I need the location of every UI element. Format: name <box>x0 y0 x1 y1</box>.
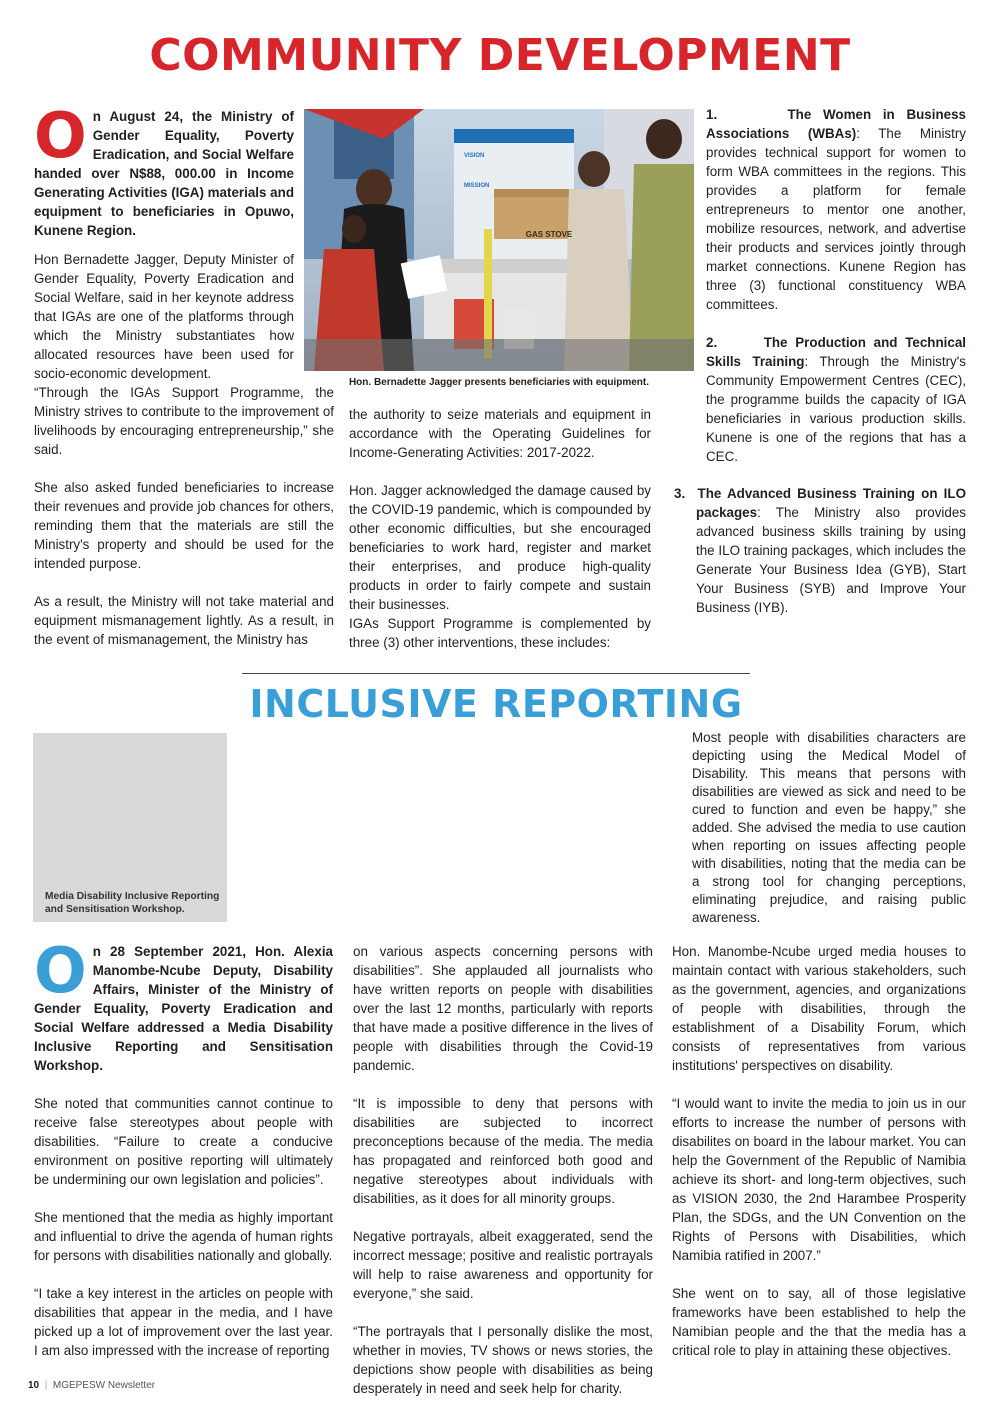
inclusive-col3-paragraph-2: “I would want to invite the media to join us in our efforts to increase the number of persons with disabilites on board in the labour market. You can help the Government of the Republic of Namibia achieve its short- and long-term objectives, such as VISION 2030, the 2nd Harambee Prosperity Plan, the SDGs, and the UN Convention on the Rights of Persons with Disabilities, which Namibia ratified in 2007.” <box>672 1096 966 1263</box>
community-paragraph-2: She also asked funded beneficiaries to increase their revenues and provide job chances for others, reminding them that the materials are still the Ministry's property and should be used for the intended purpose. <box>34 480 334 571</box>
intervention-1-text: : The Ministry provides technical support for women to form WBA committees in the regions. This provides a platform for female entrepreneurs to mentor one another, mobilize resources, network, and advertise their products and services jointly through market connections. Kunene Region has three (3) functional constituency WBA committees. <box>706 126 966 312</box>
photo-box-label: GAS STOVE <box>525 230 573 239</box>
intervention-1-number: 1. <box>706 107 718 122</box>
photo-caption: Hon. Bernadette Jagger presents beneficiaries with equipment. <box>348 377 650 388</box>
photo-banner-vision: VISION <box>464 153 485 159</box>
section-title-inclusive-reporting: INCLUSIVE REPORTING <box>249 682 743 726</box>
inclusive-top-right-paragraph: Most people with disabilities characters are depicting using the Medical Model of Disability. This means that persons with disabilities are viewed as sick and need to be cured to function and even be happy,” she added. She advised the media to use caution when reporting on issues affecting people with disabilities, noting that the media can be a strong tool for changing perceptions, eliminating prejudice, and raising public awareness. <box>692 730 966 925</box>
community-col1-body <box>34 250 294 383</box>
inclusive-col3-paragraph-1: Hon. Manombe-Ncube urged media houses to maintain contact with various stakeholders, such as the government, agencies, and organizations of people with disabilities, through the establishment of a Disability Forum, which consists of representatives from various institutions' perspectives on disability. <box>672 944 966 1073</box>
inclusive-col1-paragraph-2: She mentioned that the media as highly important and influential to drive the agenda of human rights for persons with disabilities nationally and globally. <box>34 1210 333 1263</box>
community-mid-paragraph-2: Hon. Jagger acknowledged the damage caused by the COVID-19 pandemic, which is compounded by other economic difficulties, but she encouraged beneficiaries to work hard, register and market their enterprises, and produce high-quality products in order to fairly compete and sustain their businesses. <box>349 483 651 612</box>
intervention-2-top <box>706 333 966 466</box>
inclusive-col2 <box>353 942 653 1398</box>
footer-page-number: 10 <box>28 1380 40 1391</box>
photo-illustration <box>304 109 694 371</box>
community-col3-list-1 <box>706 105 966 466</box>
community-paragraph-1b: “Through the IGAs Support Programme, the Ministry strives to contribute to the improvement of livelihoods by encouraging entrepreneurship,” she said. <box>34 385 334 457</box>
section-divider <box>242 673 750 674</box>
photo-equipment-handover <box>304 109 694 371</box>
community-lead-column <box>34 99 294 240</box>
community-paragraph-3: As a result, the Ministry will not take material and equipment mismanagement lightly. As a result, in the event of mismanagement, the Ministry has <box>34 594 334 647</box>
intervention-1 <box>706 105 966 314</box>
community-lead: On August 24, the Ministry of Gender Equality, Poverty Eradication, and Social Welfare handed over N$88, 000.00 in Income Generating Activities (IGA) materials and equipment to beneficiaries in Opuwo, Kunene Region. <box>34 99 294 238</box>
inclusive-col1-paragraph-3: “I take a key interest in the articles on people with disabilities that appear in the media, and I have picked up a lot of improvement over the last year. I am also impressed with the increase of reporting <box>34 1286 333 1358</box>
inclusive-lead: On 28 September 2021, Hon. Alexia Manombe-Ncube Deputy, Disability Affairs, Minister of the Ministry of Gender Equality, Poverty Eradication and Social Welfare addressed a Media Disability Inclusive Reporting and Sensitisation Workshop. <box>34 934 333 1073</box>
intervention-3 <box>674 484 966 617</box>
inclusive-col1-paragraph-1: She noted that communities cannot continue to receive false stereotypes about people with disabilities. “Failure to create a conducive environment on positive reporting will ultimately be undermining our own legislation and policies”. <box>34 1096 333 1187</box>
intervention-2-title: The Production and Technical Skills Training <box>706 335 966 369</box>
inclusive-col3 <box>672 942 966 1360</box>
page-footer <box>28 1380 155 1391</box>
community-col2 <box>349 405 651 652</box>
intervention-3-number: 3. <box>674 486 686 501</box>
dropcap-o-blue: O <box>34 934 87 1007</box>
intervention-2-number: 2. <box>706 335 718 350</box>
section-title-community-development: COMMUNITY DEVELOPMENT <box>149 30 851 81</box>
intervention-3-text: : The Ministry also provides advanced business skills training by using the ILO training packages, which includes the Generate Your Business Idea (GYB), Start Your Business (SYB) and Improve Your Business (IYB). <box>696 505 966 615</box>
intervention-3-title: The Advanced Business Training on ILO packages <box>696 486 966 520</box>
inclusive-col2-paragraph-3: Negative portrayals, albeit exaggerated, send the incorrect message; positive and realistic portrayals will help to raise awareness and opportunity for everyone,” she said. <box>353 1229 653 1301</box>
inclusive-col2-paragraph-1: on various aspects concerning persons with disabilities”. She applauded all journalists who have written reports on people with disabilities over the last 12 months, particularly with reports that have made a positive difference in the lives of people with disabilities through the Covid-19 pandemic. <box>353 944 653 1073</box>
community-col3-list-3 <box>674 484 966 617</box>
dropcap-o-red: O <box>34 99 87 172</box>
inclusive-col2-paragraph-4: “The portrayals that I personally dislike the most, whether in movies, TV shows or news stories, the depictions show people with disabilities as being desperately in need and seek help for charity. <box>353 1324 653 1396</box>
intervention-1-title: The Women in Business Associations (WBAs) <box>706 107 966 141</box>
inclusive-col1 <box>34 934 333 1360</box>
photo-banner-mission: MISSION <box>464 183 490 189</box>
inclusive-col3-paragraph-3: She went on to say, all of those legislative frameworks have been established to help the Namibian people and the that the media has a critical role to play in attaining these objectives. <box>672 1286 966 1358</box>
community-mid-paragraph-1: the authority to seize materials and equipment in accordance with the Operating Guidelines for Income-Generating Activities: 2017-2022. <box>349 407 651 460</box>
community-mid-paragraph-3: IGAs Support Programme is complemented by three (3) other interventions, these includes: <box>349 616 651 650</box>
community-col1-body-wide <box>34 383 334 649</box>
footer-publication: MGEPESW Newsletter <box>52 1380 156 1391</box>
inclusive-col2-paragraph-2: “It is impossible to deny that persons with disabilities are subjected to incorrect preconceptions because of the media. The media has propagated and reinforced both good and negative stereotypes about individuals with disabilities, as it does for all minority groups. <box>353 1096 653 1206</box>
community-paragraph-1: Hon Bernadette Jagger, Deputy Minister of Gender Equality, Poverty Eradication and Social Welfare, said in her keynote address that IGAs are one of the platforms through which the Ministry substantiates how allocated resources have been used for socio-economic development. <box>34 252 294 381</box>
intervention-2-text: : Through the Ministry's Community Empowerment Centres (CEC), the programme builds the capacity of IGA beneficiaries in various production skills. Kunene is one of the regions that has a CEC. <box>706 354 966 464</box>
workshop-image-caption: Media Disability Inclusive Reporting and Sensitisation Workshop. <box>45 891 220 915</box>
footer-separator: | <box>44 1380 48 1391</box>
